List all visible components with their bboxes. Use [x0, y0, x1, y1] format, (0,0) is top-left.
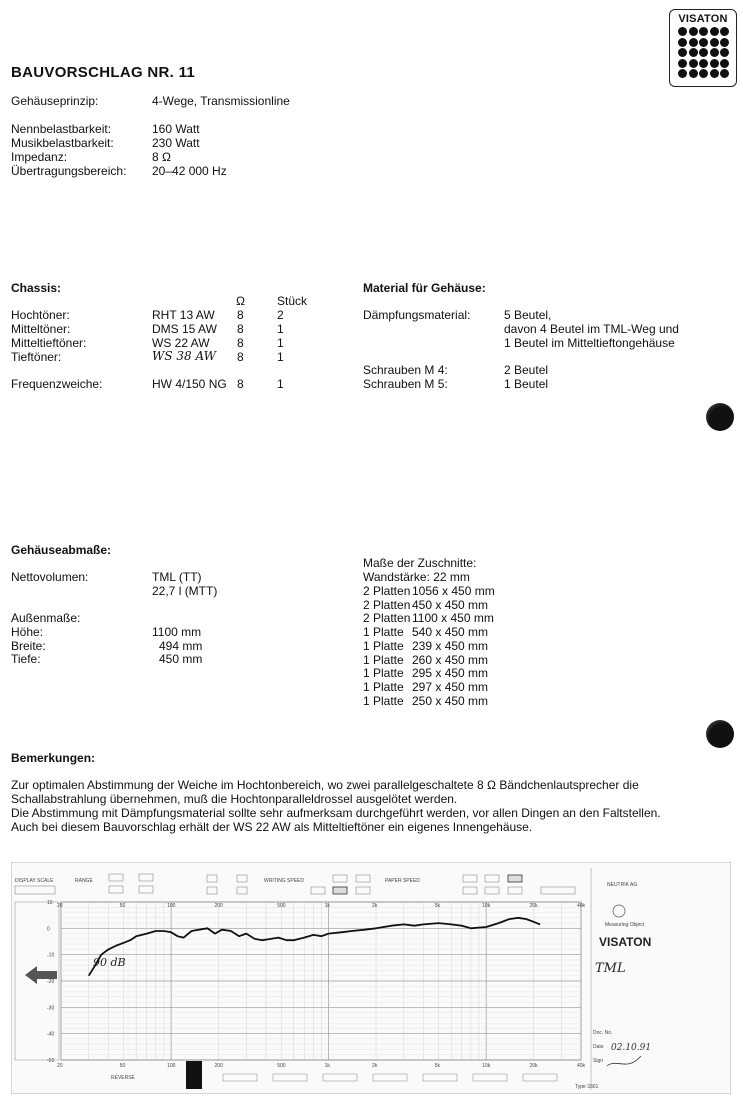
chassis-ohm: 8 [237, 336, 244, 350]
punch-hole [706, 720, 734, 748]
x-tick-label-top: 200 [214, 903, 223, 909]
outer-dims-label: Außenmaße: [11, 611, 81, 625]
outer-dim-value: 494 mm [159, 639, 203, 653]
logo-dot [710, 38, 719, 47]
cut-size: 239 x 450 mm [412, 638, 489, 653]
chassis-ohm: 8 [237, 308, 244, 322]
spec-value-music: 230 Watt [152, 136, 200, 150]
x-tick-label-top: 10k [482, 903, 491, 909]
range-label: RANGE [75, 878, 93, 884]
cut-qty: 1 Platte [363, 652, 404, 667]
spec-label-range: Übertragungsbereich: [11, 164, 127, 178]
spec-label-nominal: Nennbelastbarkeit: [11, 122, 112, 136]
logo-dot [678, 69, 687, 78]
logo-dot [720, 69, 729, 78]
logo-dot [720, 38, 729, 47]
outer-dim-label: Höhe: [11, 625, 44, 639]
cut-size: 450 x 450 mm [412, 597, 489, 612]
x-tick-label-top: 50 [119, 903, 126, 909]
chassis-name: Mitteltieftöner: [11, 336, 87, 350]
date-value: 02.10.91 [611, 1043, 652, 1053]
damping-line: davon 4 Beutel im TML-Weg und [504, 322, 679, 336]
damping-label: Dämpfungsmaterial: [363, 308, 471, 322]
chassis-count: 2 [277, 308, 284, 322]
x-tick-label: 5k [434, 1063, 441, 1069]
y-tick-label: -30 [47, 1005, 55, 1012]
y-tick-label: -50 [47, 1058, 55, 1064]
cut-size: 260 x 450 mm [412, 652, 489, 667]
logo-dot [689, 48, 698, 57]
spec-value-impedance: 8 Ω [152, 150, 171, 164]
x-tick-label-top: 2k [372, 903, 378, 909]
chassis-ohm: 8 [237, 350, 244, 364]
chassis-model: HW 4/150 NG [152, 377, 227, 391]
chart-paper [11, 862, 731, 1094]
y-tick-label: 10 [47, 900, 53, 906]
x-tick-label-top: 100 [167, 903, 176, 909]
chassis-count: 1 [277, 322, 284, 336]
logo-dot [699, 59, 708, 68]
y-tick-label: 0 [47, 926, 50, 933]
cut-size: 540 x 450 mm [412, 625, 489, 640]
measured-object-brand: VISATON [599, 935, 652, 949]
outer-dim-label: Breite: [11, 639, 46, 653]
frequency-response-chart [11, 862, 731, 1094]
damping-line: 1 Beutel im Mitteltieftongehäuse [504, 336, 675, 350]
paper-marker [186, 1061, 202, 1089]
logo-dot [710, 69, 719, 78]
cut-qty: 1 Platte [363, 693, 404, 708]
x-tick-label: 1k [324, 1063, 330, 1069]
x-tick-label: 50 [119, 1063, 126, 1069]
chassis-model: RHT 13 AW [152, 308, 215, 322]
logo-dot [678, 27, 687, 36]
screw-value: 1 Beutel [504, 377, 549, 391]
chassis-ohm: 8 [237, 322, 244, 336]
dimensions-heading: Gehäuseabmaße: [11, 543, 112, 557]
chassis-model-handwritten: WS 38 AW [152, 349, 216, 363]
logo-dot [689, 38, 698, 47]
x-tick-label: 500 [277, 1063, 286, 1069]
material-heading: Material für Gehäuse: [363, 281, 486, 295]
outer-dim-value: 450 mm [159, 652, 203, 666]
x-tick-label-top: 20 [57, 903, 63, 909]
x-tick-label: 100 [167, 1063, 176, 1069]
remarks-paragraph: Auch bei diesem Bauvorschlag erhält der WS 22 AW als Mitteltieftöner ein eigenes Innengehäuse. [11, 820, 533, 834]
spec-label-music: Musikbelastbarkeit: [11, 136, 114, 150]
chassis-name: Hochtöner: [11, 308, 70, 322]
logo-brand: VISATON [678, 13, 728, 25]
chassis-name: Frequenzweiche: [11, 377, 103, 391]
type-label: Type 3301 [575, 1084, 599, 1090]
remarks-paragraph: Die Abstimmung mit Dämpfungsmaterial sollte sehr aufmerksam durchgeführt werden, vor allen Dingen an den Faltstellen. [11, 806, 661, 820]
display-scale-label: DISPLAY SCALE [15, 878, 54, 884]
net-volume-line: TML (TT) [152, 570, 202, 584]
screw-label: Schrauben M 4: [363, 363, 448, 377]
logo-dot [699, 27, 708, 36]
remarks-paragraph: Zur optimalen Abstimmung der Weiche im Hochtonbereich, wo zwei parallelgeschaltete 8 Ω Bändchenlautsprecher die Schallabstrahlung übernehmen, muß die Hochtonparalleldrossel ausgelötet werden. [11, 778, 639, 806]
x-tick-label-top: 5k [434, 903, 441, 909]
y-tick-label: -20 [47, 979, 55, 985]
cut-qty: 1 Platte [363, 666, 404, 681]
net-volume-label: Nettovolumen: [11, 570, 89, 584]
logo-dot [699, 38, 708, 47]
cut-size: 295 x 450 mm [412, 666, 489, 681]
chassis-name: Mitteltöner: [11, 322, 71, 336]
writing-speed-label: WRITING SPEED [264, 878, 305, 884]
punch-hole [706, 403, 734, 431]
cut-qty: 1 Platte [363, 625, 404, 640]
measured-object-label: Measuring Object [605, 922, 645, 928]
outer-dim-value: 1100 mm [152, 625, 202, 639]
x-tick-label: 20 [57, 1063, 63, 1069]
logo-dot [710, 48, 719, 57]
logo-dot [699, 69, 708, 78]
cut-qty: 2 Platten [363, 597, 411, 612]
screw-value: 2 Beutel [504, 363, 549, 377]
cut-size: 1056 x 450 mm [412, 584, 495, 598]
spec-value-range: 20–42 000 Hz [152, 164, 227, 178]
spec-label-principle: Gehäuseprinzip: [11, 94, 99, 108]
logo-dot [720, 27, 729, 36]
chassis-count: 1 [277, 336, 284, 350]
cut-qty: 2 Platten [363, 611, 411, 626]
chassis-count: 1 [277, 377, 284, 391]
x-tick-label: 10k [482, 1063, 491, 1069]
logo-dot [689, 59, 698, 68]
damping-line: 5 Beutel, [504, 308, 552, 322]
cut-size: 1100 x 450 mm [412, 611, 494, 626]
net-volume-line: 22,7 l (MTT) [152, 584, 218, 598]
logo-dot [699, 48, 708, 57]
logo-dot [678, 48, 687, 57]
sign-label: Sign [593, 1058, 604, 1064]
paper-speed-label: PAPER SPEED [385, 878, 420, 884]
x-tick-label-top: 20k [529, 903, 538, 909]
outer-dim-label: Tiefe: [11, 652, 41, 666]
model-label: NEUTRIK AG [607, 882, 638, 888]
page-title: BAUVORSCHLAG NR. 11 [11, 64, 196, 81]
cut-qty: 2 Platten [363, 584, 411, 598]
remarks-heading: Bemerkungen: [11, 751, 96, 765]
paper-switch-selected [508, 875, 522, 882]
date-label: Date [593, 1044, 604, 1050]
visaton-logo [669, 9, 737, 87]
cut-qty: 1 Platte [363, 679, 404, 694]
spec-label-impedance: Impedanz: [11, 150, 68, 164]
logo-dot [710, 27, 719, 36]
chassis-model: DMS 15 AW [152, 322, 217, 336]
cut-heading: Maße der Zuschnitte: [363, 556, 477, 570]
logo-dot [689, 69, 698, 78]
chassis-heading: Chassis: [11, 281, 62, 295]
cut-size: 297 x 450 mm [412, 679, 489, 694]
measured-object-name: TML [595, 961, 626, 976]
chassis-col-ohm: Ω [236, 294, 245, 308]
x-tick-label-top: 1k [324, 903, 330, 909]
y-tick-label: -10 [47, 952, 55, 959]
remarks-body [11, 778, 705, 834]
logo-dot [710, 59, 719, 68]
spec-value-nominal: 160 Watt [152, 122, 200, 136]
doc-no-label: Doc. No. [593, 1030, 613, 1036]
logo-dot [720, 59, 729, 68]
cut-size: 250 x 450 mm [412, 693, 489, 708]
x-tick-label-top: 500 [277, 903, 286, 909]
chassis-name: Tieftöner: [11, 350, 62, 364]
x-tick-label: 2k [372, 1063, 378, 1069]
y-tick-label: -40 [47, 1031, 55, 1038]
handwritten-level-label: 90 dB [93, 956, 126, 969]
logo-dot [689, 27, 698, 36]
logo-dot-grid [678, 27, 730, 78]
x-tick-label: 200 [214, 1063, 223, 1069]
reverse-label: REVERSE [111, 1075, 135, 1081]
logo-dot [678, 38, 687, 47]
speed-switch-selected [333, 887, 347, 894]
screw-label: Schrauben M 5: [363, 377, 448, 391]
x-tick-label-top: 40k [577, 903, 586, 909]
cut-qty: 1 Platte [363, 638, 404, 653]
chassis-ohm: 8 [237, 377, 244, 391]
wall-thickness: Wandstärke: 22 mm [363, 570, 470, 584]
logo-dot [678, 59, 687, 68]
chassis-count: 1 [277, 350, 284, 364]
x-tick-label: 40k [577, 1063, 586, 1069]
chassis-col-count: Stück [277, 294, 308, 308]
x-tick-label: 20k [529, 1063, 538, 1069]
logo-dot [720, 48, 729, 57]
chassis-model: WS 22 AW [152, 336, 210, 350]
spec-value-principle: 4-Wege, Transmissionline [152, 94, 290, 108]
